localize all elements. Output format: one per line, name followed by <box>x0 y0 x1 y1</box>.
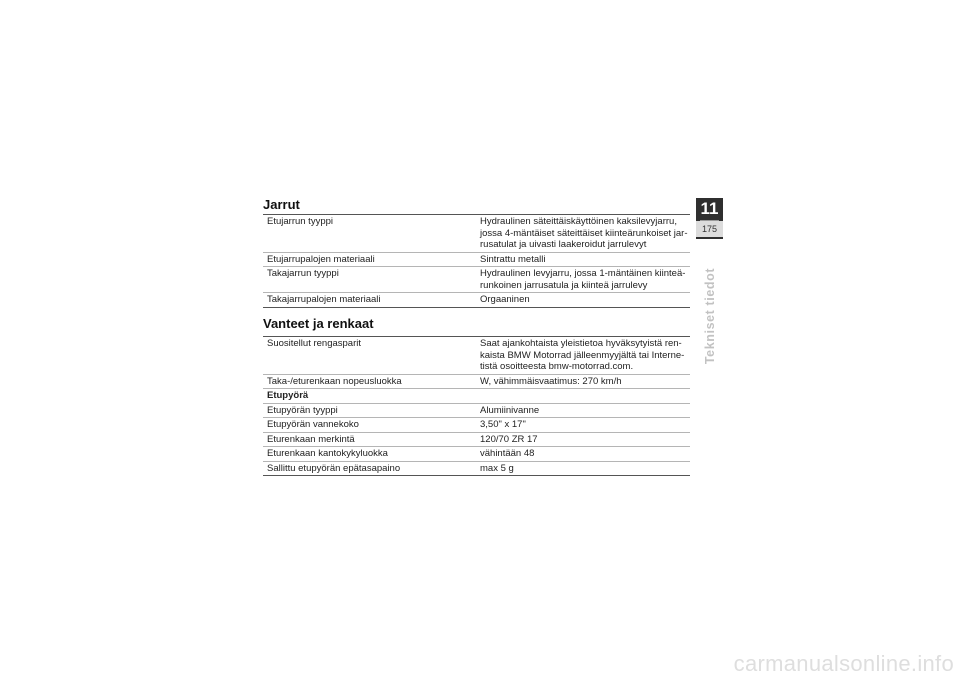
watermark: carmanualsonline.info <box>733 651 954 676</box>
table-row <box>263 418 690 433</box>
row-label: Etupyörän tyyppi <box>263 403 476 418</box>
row-value: Hydraulinen levyjarru, jossa 1-mäntäinen kiinteä- runkoinen jarrusatula ja kiinteä jarrulevy <box>476 267 690 293</box>
subheading-front-wheel: Etupyörä <box>263 389 690 404</box>
row-value: 3,50" x 17" <box>476 418 690 433</box>
table-row <box>263 432 690 447</box>
table-row <box>263 337 690 375</box>
row-value: vähintään 48 <box>476 447 690 462</box>
table-row <box>263 293 690 308</box>
row-value: W, vähimmäisvaatimus: 270 km/h <box>476 374 690 389</box>
row-value: max 5 g <box>476 461 690 476</box>
row-value: Saat ajankohtaista yleistietoa hyväksytyistä ren- kaista BMW Motorrad jälleenmyyjältä tai Interne- tistä osoitteesta bmw-motorrad.com. <box>476 337 690 375</box>
row-value: Orgaaninen <box>476 293 690 308</box>
brakes-spec-table <box>263 214 690 308</box>
row-label: Etujarrun tyyppi <box>263 215 476 253</box>
row-value: 120/70 ZR 17 <box>476 432 690 447</box>
section-title-wheels: Vanteet ja renkaat <box>263 316 374 331</box>
row-label: Takajarrun tyyppi <box>263 267 476 293</box>
table-row <box>263 403 690 418</box>
row-label: Taka-/eturenkaan nopeusluokka <box>263 374 476 389</box>
row-label: Etupyörän vannekoko <box>263 418 476 433</box>
row-value: Sintrattu metalli <box>476 252 690 267</box>
section-title-brakes: Jarrut <box>263 197 300 212</box>
chapter-number: 11 <box>700 199 719 218</box>
row-label: Sallittu etupyörän epätasapaino <box>263 461 476 476</box>
row-label: Eturenkaan kantokykyluokka <box>263 447 476 462</box>
table-subheading-row <box>263 389 690 404</box>
row-label: Etujarrupalojen materiaali <box>263 252 476 267</box>
row-label: Takajarrupalojen materiaali <box>263 293 476 308</box>
chapter-tab <box>696 198 723 239</box>
table-row <box>263 215 690 253</box>
page-number: 175 <box>696 221 723 237</box>
row-label: Eturenkaan merkintä <box>263 432 476 447</box>
table-row <box>263 267 690 293</box>
table-row <box>263 461 690 476</box>
row-value: Hydraulinen säteittäiskäyttöinen kaksilevyjarru, jossa 4-mäntäiset säteittäiset kiinteärunkoiset jar- rusatulat ja uivasti laakeroidut jarrulevyt <box>476 215 690 253</box>
row-value: Alumiinivanne <box>476 403 690 418</box>
row-label: Suositellut rengasparit <box>263 337 476 375</box>
table-row <box>263 252 690 267</box>
chapter-side-title: Tekniset tiedot <box>703 267 717 365</box>
table-row <box>263 374 690 389</box>
table-row <box>263 447 690 462</box>
wheels-spec-table <box>263 336 690 476</box>
